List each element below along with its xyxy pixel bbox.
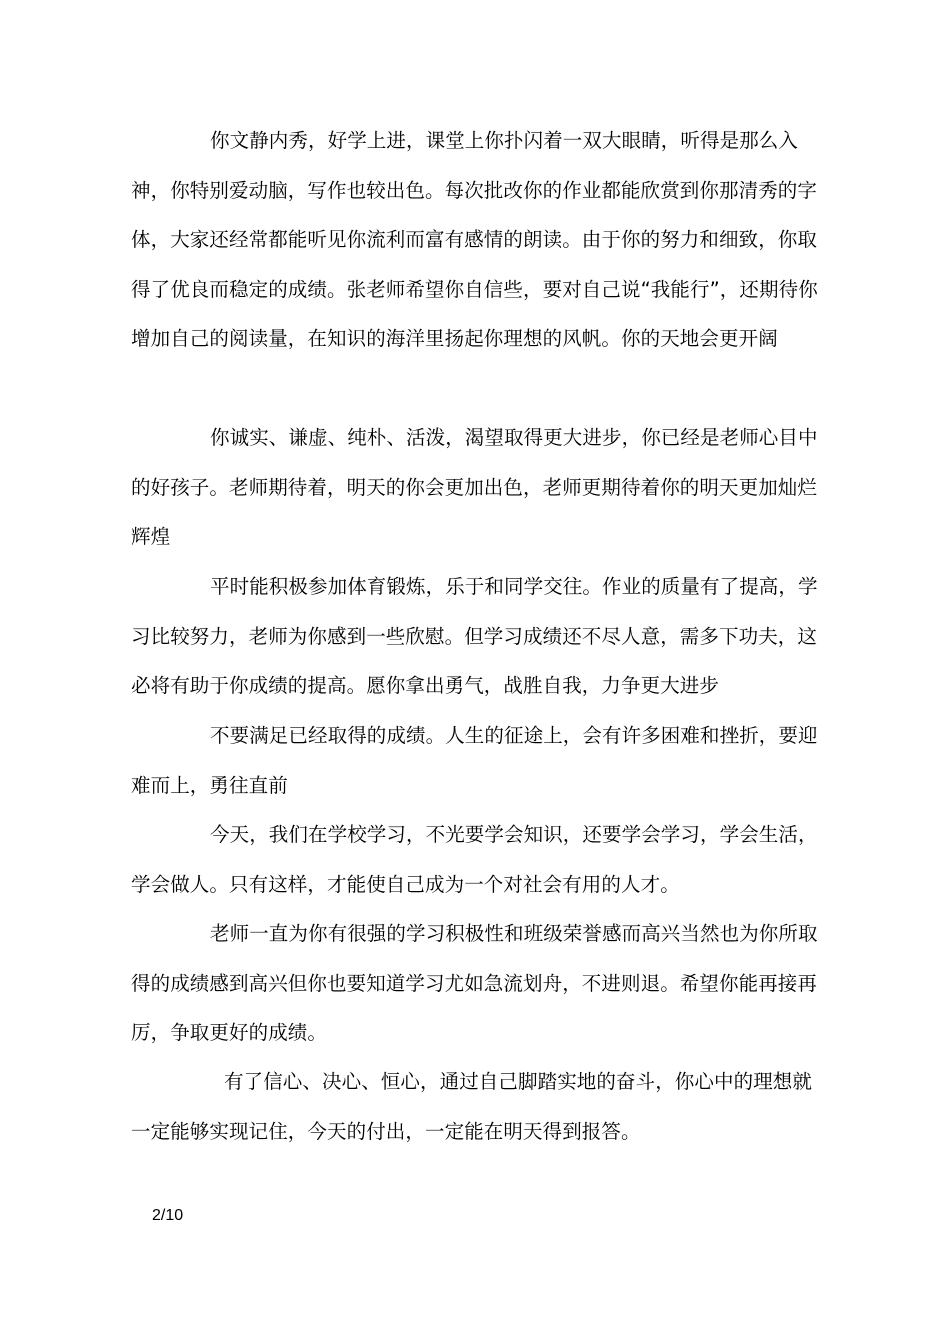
paragraph-5: 今天，我们在学校学习，不光要学会知识，还要学会学习，学会生活，学会做人。只有这样，才能使自己成为一个对社会有用的人才。 bbox=[131, 823, 818, 896]
paragraph-3: 平时能积极参加体育锻炼，乐于和同学交往。作业的质量有了提高，学习比较努力，老师为你感到一些欣慰。但学习成绩还不尽人意，需多下功夫，这必将有助于你成绩的提高。愿你拿出勇气，战胜自我，力争更大进步 bbox=[131, 575, 818, 697]
paragraph-2: 你诚实、谦虚、纯朴、活泼，渴望取得更大进步，你已经是老师心目中的好孩子。老师期待着，明天的你会更加出色，老师更期待着你的明天更加灿烂辉煌 bbox=[131, 426, 818, 548]
page-number: 2/10 bbox=[152, 1207, 184, 1224]
paragraph-1: 你文静内秀，好学上进，课堂上你扑闪着一双大眼睛，听得是那么入神，你特别爱动脑，写作也较出色。每次批改你的作业都能欣赏到你那清秀的字体，大家还经常都能听见你流利而富有感情的朗读。由于你的努力和细致，你取得了优良而稳定的成绩。张老师希望你自信些，要对自己说“我能行”，还期待你增加自己的阅读量，在知识的海洋里扬起你理想的风帆。你的天地会更开阔 bbox=[131, 129, 818, 350]
paragraph-7: 有了信心、决心、恒心，通过自己脚踏实地的奋斗，你心中的理想就一定能够实现记住，今天的付出，一定能在明天得到报答。 bbox=[131, 1070, 813, 1143]
paragraph-6: 老师一直为你有很强的学习积极性和班级荣誉感而高兴当然也为你所取得的成绩感到高兴但你也要知道学习尤如急流划舟，不进则退。希望你能再接再厉，争取更好的成绩。 bbox=[131, 922, 818, 1044]
paragraph-4: 不要满足已经取得的成绩。人生的征途上，会有许多困难和挫折，要迎难而上，勇往直前 bbox=[131, 724, 818, 797]
